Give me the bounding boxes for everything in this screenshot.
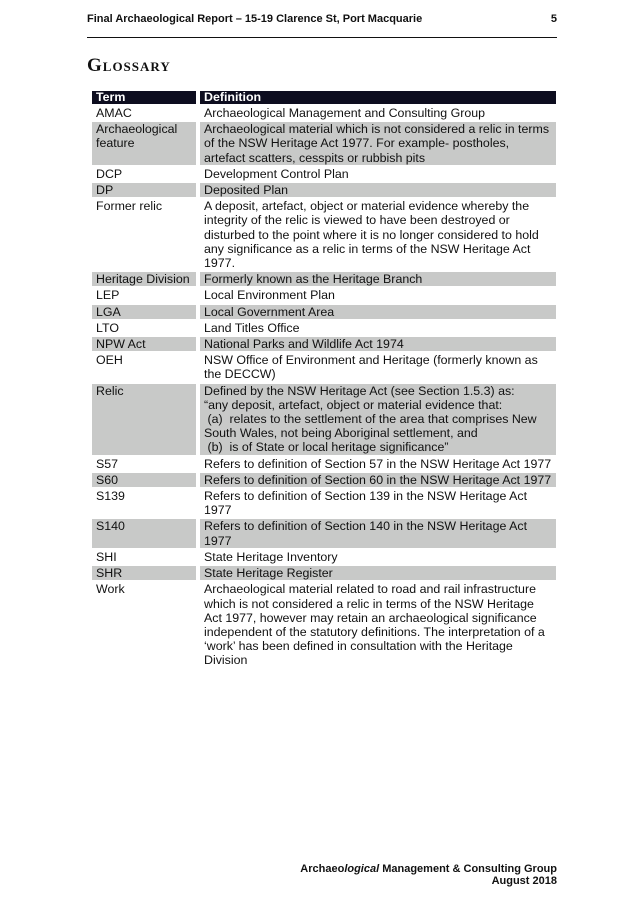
table-row: [92, 353, 556, 381]
glossary-definition: Archaeological material which is not considered a relic in terms of the NSW Heritage Act 1977. For example- postholes, artefact scatters, cesspits or rubbish pits: [200, 122, 556, 165]
glossary-definition: NSW Office of Environment and Heritage (formerly known as the DECCW): [204, 353, 538, 382]
table-row: [92, 199, 556, 270]
table-row: [92, 272, 556, 286]
glossary-definition: Refers to definition of Section 139 in the NSW Heritage Act 1977: [204, 489, 528, 518]
page-footer: [300, 863, 557, 887]
table-row: [92, 337, 556, 351]
page-header: [87, 11, 557, 38]
glossary-definition: Deposited Plan: [200, 183, 556, 197]
glossary-term: S60: [92, 473, 200, 487]
definition-line: Defined by the NSW Heritage Act (see Section 1.5.3) as:: [204, 383, 515, 398]
table-row: [92, 566, 556, 580]
glossary-term: OEH: [92, 353, 200, 381]
table-row: [92, 457, 556, 471]
glossary-definition: Refers to definition of Section 57 in the NSW Heritage Act 1977: [204, 456, 552, 471]
glossary-term: Archaeological feature: [92, 122, 200, 165]
glossary-definition: Refers to definition of Section 60 in the NSW Heritage Act 1977: [200, 473, 556, 487]
glossary-definition: Local Environment Plan: [204, 288, 335, 303]
table-row: [92, 183, 556, 197]
table-row: [92, 122, 556, 165]
glossary-term: AMAC: [92, 106, 200, 120]
glossary-term: Former relic: [92, 199, 200, 270]
glossary-definition: Archaeological Management and Consulting Group: [204, 106, 486, 120]
table-row: [92, 582, 556, 667]
table-row: [92, 473, 556, 487]
glossary-term: Work: [92, 582, 200, 667]
table-row: [92, 489, 556, 517]
glossary-term: S139: [92, 489, 200, 517]
footer-organisation: Archaeological Management & Consulting Group: [300, 863, 557, 875]
table-row: [92, 167, 556, 181]
glossary-definition: Development Control Plan: [204, 166, 349, 181]
table-row: [92, 321, 556, 335]
glossary-definition: Archaeological material related to road and rail infrastructure which is not considered a relic in terms of the NSW Heritage Act 1977, however may retain an archaeological significance independent of the statutory definitions. The interpretation of a ‘work’ has been defined in consultation with the Heritage Division: [204, 582, 545, 668]
glossary-term: Heritage Division: [92, 272, 200, 286]
glossary-definition: Local Government Area: [200, 305, 556, 319]
glossary-definition: Land Titles Office: [204, 320, 300, 335]
glossary-definition: A deposit, artefact, object or material evidence whereby the integrity of the relic is viewed to have been destroyed or disturbed to the point where it is no longer considered to hold any significance as a relic in terms of the NSW Heritage Act 1977.: [204, 199, 539, 271]
definition-line: (b) is of State or local heritage significance”: [204, 440, 449, 455]
column-header-definition: Definition: [200, 91, 556, 104]
definition-line: “any deposit, artefact, object or material evidence that:: [204, 397, 503, 412]
glossary-term: DP: [92, 183, 200, 197]
glossary-term: NPW Act: [92, 337, 200, 351]
report-title: Final Archaeological Report – 15-19 Clarence St, Port Macquarie: [87, 13, 423, 25]
table-row: [92, 106, 556, 120]
glossary-table: [92, 89, 556, 670]
glossary-term: SHI: [92, 550, 200, 564]
glossary-term: DCP: [92, 167, 200, 181]
glossary-term: LTO: [92, 321, 200, 335]
glossary-definition: State Heritage Register: [200, 566, 556, 580]
glossary-definition: [200, 384, 556, 455]
table-row: [92, 288, 556, 302]
glossary-term: S140: [92, 519, 200, 547]
section-title: Glossary: [87, 55, 171, 76]
glossary-term: LGA: [92, 305, 200, 319]
table-row: [92, 305, 556, 319]
column-header-term: Term: [92, 91, 200, 104]
table-row: [92, 519, 556, 547]
glossary-definition: National Parks and Wildlife Act 1974: [200, 337, 556, 351]
glossary-definition: Refers to definition of Section 140 in the NSW Heritage Act 1977: [200, 519, 556, 547]
definition-line: (a) relates to the settlement of the area that comprises New South Wales, not being Aboriginal settlement, and: [204, 412, 537, 441]
glossary-term: S57: [92, 457, 200, 471]
table-row: [92, 384, 556, 455]
glossary-definition: Formerly known as the Heritage Branch: [200, 272, 556, 286]
page-number: 5: [550, 13, 557, 25]
glossary-term: SHR: [92, 566, 200, 580]
glossary-term: Relic: [92, 384, 200, 455]
table-header-row: [92, 91, 556, 104]
footer-date: August 2018: [491, 875, 557, 887]
glossary-definition: State Heritage Inventory: [204, 549, 338, 564]
glossary-term: LEP: [92, 288, 200, 302]
table-row: [92, 550, 556, 564]
glossary-body: [92, 106, 556, 668]
